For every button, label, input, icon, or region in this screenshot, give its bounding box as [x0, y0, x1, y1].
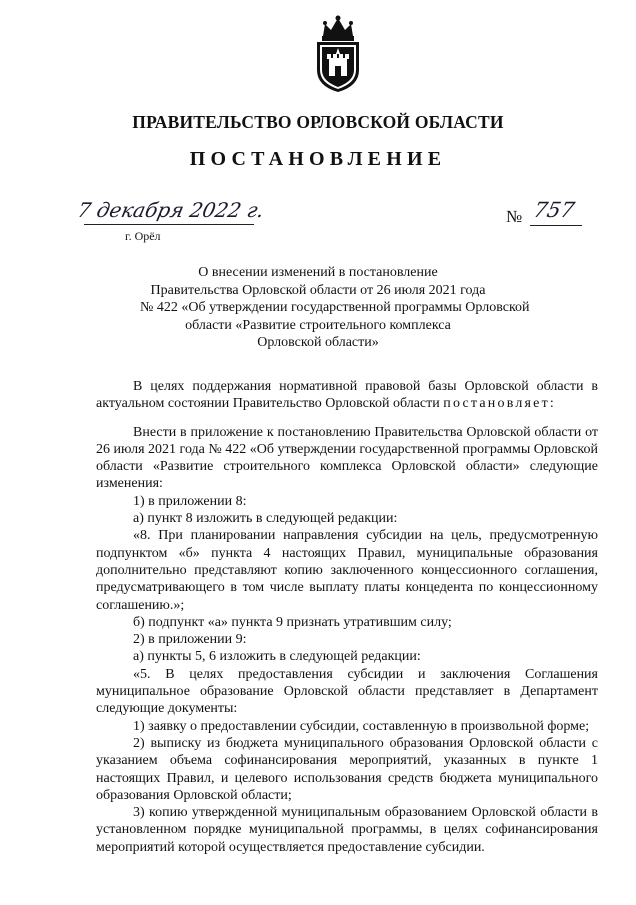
body-paragraph: Внести в приложение к постановлению Правительства Орловской области от 26 июля 2021 года № 422 «Об утверждении государственной программы Орловской области «Развитие строительного комплекса Орловской области» следующие изменения: — [96, 424, 598, 492]
subject-line: Орловской области» — [257, 335, 379, 351]
subject-line: Правительства Орловской области от 26 июля 2021 года — [150, 282, 486, 298]
body-paragraph: а) пункт 8 изложить в следующей редакции: — [133, 511, 398, 527]
city-label: г. Орёл — [125, 229, 161, 243]
handwritten-date: 7 декабря 2022 г. — [75, 198, 267, 222]
document-subject — [140, 264, 530, 352]
body-paragraph: 1) заявку о предоставлении субсидии, составленную в произвольной форме; — [133, 718, 590, 734]
body-paragraph: а) пункты 5, 6 изложить в следующей редакции: — [133, 649, 421, 665]
body-paragraph: б) подпункт «а» пункта 9 признать утратившим силу; — [133, 614, 452, 630]
organization-title: ПРАВИТЕЛЬСТВО ОРЛОВСКОЙ ОБЛАСТИ — [132, 112, 504, 132]
body-paragraph: «8. При планировании направления субсидии на цель, предусмотренную подпунктом «б» пункта 4 настоящих Правил, муниципальные образования дополнительно представляют копию заключенного концессионного соглашения, предусматривающего в том числе выплату платы концедента по концессионному соглашению.»; — [96, 528, 598, 613]
preamble-paragraph — [96, 378, 598, 413]
document-body — [96, 378, 598, 856]
body-paragraph: 2) выписку из бюджета муниципального образования Орловской области с указанием объема софинансирования мероприятий, указанных в пункте 1 настоящих Правил, и целевого использования средств бюджета муниципального образования Орловской области; — [96, 735, 598, 803]
body-paragraph: 2) в приложении 9: — [133, 632, 247, 648]
decision-word: постановляет: — [443, 396, 556, 412]
date-underline — [84, 224, 254, 225]
document-type-title: ПОСТАНОВЛЕНИЕ — [189, 148, 447, 170]
body-paragraph: «5. В целях предоставления субсидии и заключения Соглашения муниципальное образование Орловской области представляет в Департамент следующие документы: — [96, 666, 598, 717]
subject-line: № 422 «Об утверждении государственной программы Орловской — [140, 300, 530, 316]
handwritten-number: 757 — [531, 198, 577, 222]
body-paragraph: 3) копию утвержденной муниципальным образованием Орловской области в установленном порядке муниципальной программы, в целях софинансирования мероприятий которой осуществляется предоставление субсидии. — [96, 805, 598, 855]
oryol-oblast-coat-of-arms-icon — [311, 14, 365, 94]
subject-line: области «Развитие строительного комплекса — [185, 317, 451, 333]
subject-line: О внесении изменений в постановление — [198, 265, 438, 280]
body-paragraph: 1) в приложении 8: — [133, 493, 247, 509]
preamble-text: В целях поддержания нормативной правовой базы Орловской области в актуальном состоянии Правительство Орловской области — [96, 379, 598, 412]
number-underline — [530, 225, 582, 226]
number-label: № — [506, 207, 523, 226]
